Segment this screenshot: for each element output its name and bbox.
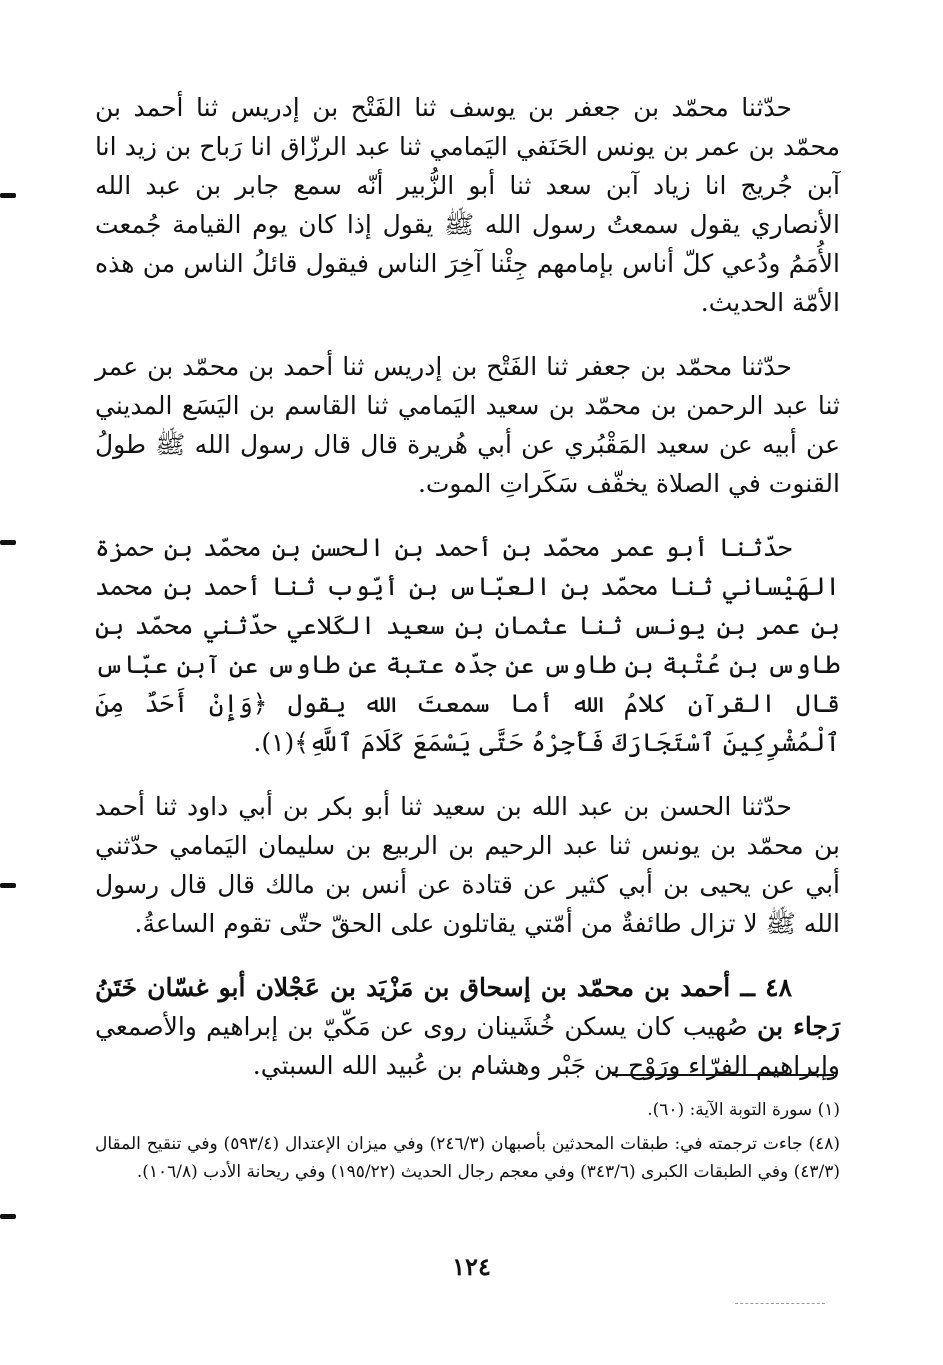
page-number: ١٢٤ [452, 1252, 491, 1281]
margin-mark [0, 883, 16, 888]
scan-artifact [735, 1303, 825, 1304]
hadith-paragraph: حدّثنا محمّد بن جعفر بن يوسف ثنا الفَتْح بن إدريس ثنا أحمد بن محمّد بن عمر بن يونس الحَنَفي اليَمامي ثنا عبد الرزّاق انا رَباح بن زيد انا آبن جُريج انا زياد آبن سعد ثنا أبو الزُّبير أنّه سمع جابر بن عبد الله الأنصاري يقول سمعتُ رسول الله ﷺ يقول إذا كان يوم القيامة جُمعت الأُمَمُ ودُعي كلّ أناس بإمامهم جِئْنا آخِرَ الناس فيقول قائلُ الناس من هذه الأمّة الحديث. [95, 93, 840, 317]
entry-body: صُهيب كان يسكن خُشَينان روى عن مَكّيّ بن إبراهيم والأصمعي وإبراهيم الفرّاء ورَوْح بن جَبْر وهشام بن عُبيد الله السبتي. [95, 1012, 840, 1080]
footnote: (١) سورة التوبة الآية: (٦٠). [647, 1100, 840, 1120]
main-text [95, 88, 840, 1110]
hadith-paragraph: حدّثنا الحسن بن عبد الله بن سعيد ثنا أبو بكر بن أبي داود ثنا أحمد بن محمّد بن يونس ثنا عبد الرحيم بن الربيع بن سليمان اليَمامي حدّثني أبي عن يحيى بن أبي كثير عن قتادة عن أنس بن مالك قال قال رسول الله ﷺ لا تزال طائفةٌ من أمّتي يقاتلون على الحقّ حتّى تقوم الساعةُ. [95, 792, 840, 938]
hadith-paragraph: حدّثنا محمّد بن جعفر ثنا الفَتْح بن إدريس ثنا أحمد بن محمّد بن عمر ثنا عبد الرحمن بن محمّد بن سعيد اليَمامي ثنا القاسم بن اليَسَع المديني عن أبيه عن سعيد المَقْبُري عن أبي هُريرة قال قال رسول الله ﷺ طولُ القنوت في الصلاة يخفّف سَكَراتِ الموت. [95, 352, 840, 498]
footnote-separator [612, 1074, 834, 1076]
footnotes [95, 1096, 840, 1192]
margin-mark [0, 1214, 16, 1219]
margin-mark [0, 193, 16, 198]
biography-entry [95, 968, 840, 1085]
margin-mark [0, 540, 16, 545]
footnote: (٤٨) جاءت ترجمته في: طبقات المحدثين بأصبهان (٢٤٦/٣) وفي ميزان الإعتدال (٥٩٣/٤) وفي تنقيح المقال (٤٣/٣) وفي الطبقات الكبرى (٣٤٣/٦) وفي معجم رجال الحديث (١٩٥/٢٢) وفي ريحانة الأدب (١٠٦/٨). [95, 1134, 840, 1182]
entry-heading: ٤٨ ــ أحمد بن محمّد بن إسحاق بن مَزْيَد بن عَجْلان أبو غسّان خَتَنُ رَجاء بن [95, 973, 840, 1041]
hadith-paragraph: حدّثنا أبو عمر محمّد بن أحمد بن الحسن بن محمّد بن حمزة الهَيْساني ثنا محمّد بن العبّاس بن أيّوب ثنا أحمد بن محمد بن عمر بن يونس ثنا عثمان بن سعيد الكَلاعي حدّثني محمّد بن طاوس بن عُتْبة بن طاوس عن جدّه عتبة عن طاوس عن آبن عبّاس قال القرآن كلامُ الله أما سمعتَ الله يقول ﴿وَإِنْ أَحَدٌ مِنَ ٱلْمُشْرِكِينَ ٱسْتَجَارَكَ فَأَجِرْهُ حَتَّى يَسْمَعَ كَلَامَ ٱللَّهِ﴾(١). [95, 533, 840, 757]
